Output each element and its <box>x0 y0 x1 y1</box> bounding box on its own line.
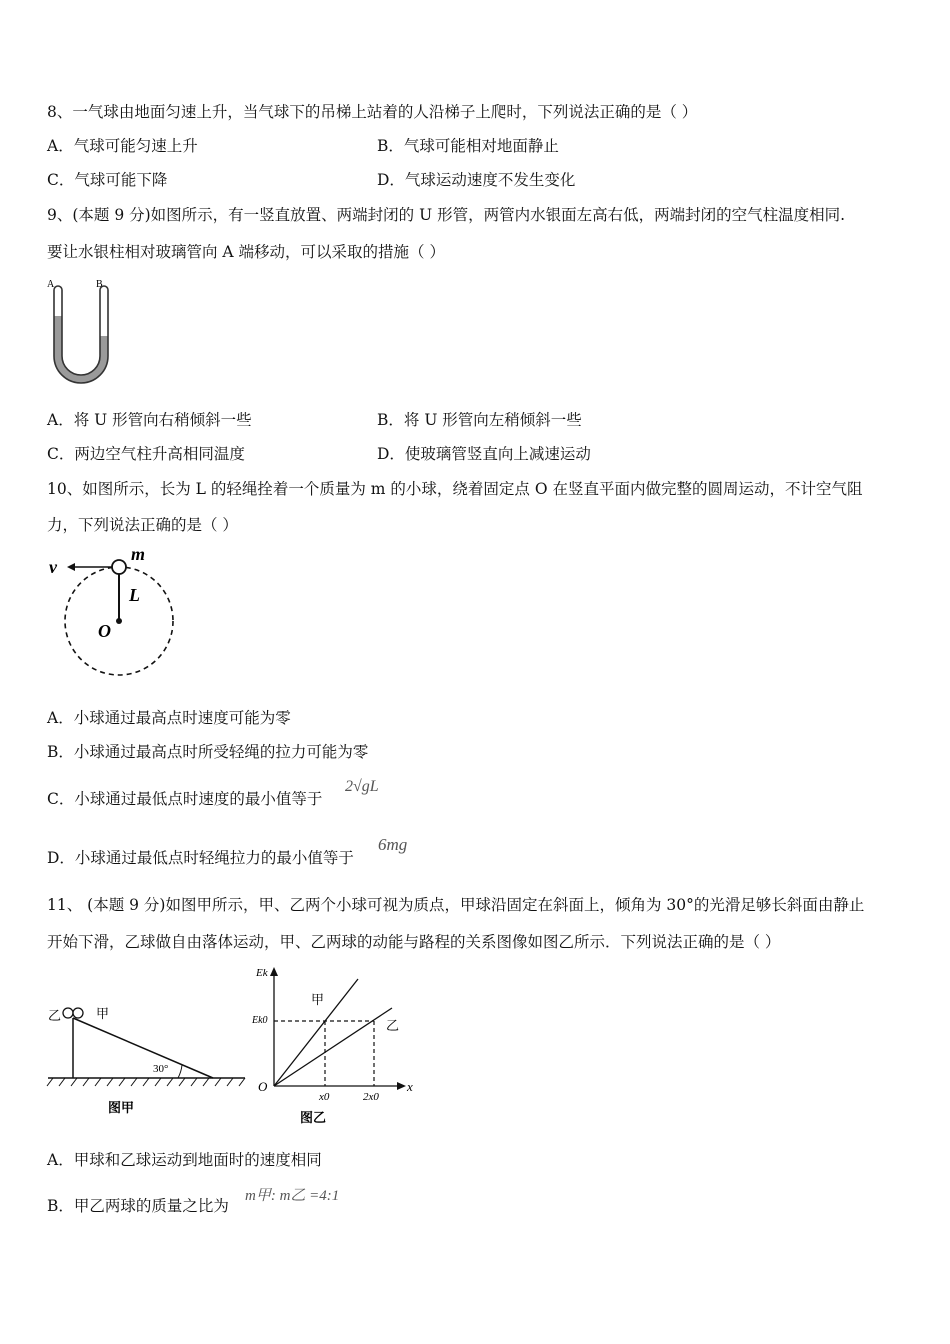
label-jia: 甲 <box>96 1006 110 1021</box>
q8-option-a: A．气球可能匀速上升 <box>47 137 198 155</box>
q10-option-b: B．小球通过最高点时所受轻绳的拉力可能为零 <box>47 743 369 761</box>
q10-option-d: D．小球通过最低点时轻绳拉力的最小值等于 <box>47 849 354 867</box>
velocity-arrowhead <box>67 563 75 571</box>
q9-option-a: A．将 U 形管向右稍倾斜一些 <box>47 411 252 429</box>
q10-stem-line2: 力，下列说法正确的是（ ） <box>47 516 238 534</box>
label-x0: x0 <box>319 1091 330 1103</box>
label-yi: 乙 <box>48 1008 62 1023</box>
label-2x0: 2x0 <box>363 1091 379 1103</box>
line-yi <box>274 1008 392 1086</box>
q10-option-a: A．小球通过最高点时速度可能为零 <box>47 709 291 727</box>
q9-option-d: D．使玻璃管竖直向上减速运动 <box>377 445 591 463</box>
q10-option-c-formula: 2√gL <box>345 778 379 795</box>
label-v: v <box>49 557 57 577</box>
q9-stem-line1: 9、(本题 9 分)如图所示，有一竖直放置、两端封闭的 U 形管，两管内水银面左高右低，两端封闭的空气柱温度相同. <box>47 206 846 224</box>
q11-option-a: A．甲球和乙球运动到地面时的速度相同 <box>47 1151 322 1169</box>
y-axis-arrow <box>270 967 278 976</box>
u-tube-figure <box>44 276 114 386</box>
label-ek0: Ek0 <box>252 1015 268 1026</box>
q8-stem: 8、一气球由地面匀速上升，当气球下的吊梯上站着的人沿梯子上爬时，下列说法正确的是（ ） <box>47 103 698 121</box>
ball-jia <box>73 1008 83 1018</box>
q11-stem-line1: 11、 (本题 9 分)如图甲所示，甲、乙两个小球可视为质点，甲球沿固定在斜面上，倾角为 30°的光滑足够长斜面由静止 <box>47 896 865 914</box>
q8-option-d: D．气球运动速度不发生变化 <box>377 171 576 189</box>
label-angle: 30° <box>153 1063 169 1075</box>
ek-x-graph <box>250 962 425 1130</box>
caption-fig-jia: 图甲 <box>108 1100 135 1115</box>
q10-stem-line1: 10、如图所示，长为 L 的轻绳拴着一个质量为 m 的小球，绕着固定点 O 在竖直平面内做完整的圆周运动，不计空气阻 <box>47 480 863 498</box>
ground-hatching <box>47 1078 245 1086</box>
caption-fig-yi: 图乙 <box>300 1110 327 1125</box>
label-l: L <box>129 585 140 605</box>
q9-option-b: B．将 U 形管向左稍倾斜一些 <box>377 411 582 429</box>
q8-option-b: B．气球可能相对地面静止 <box>377 137 559 155</box>
q11-option-b-formula: m甲: m乙 =4:1 <box>245 1188 340 1204</box>
angle-arc <box>178 1065 182 1078</box>
ball <box>112 560 126 574</box>
x-axis-arrow <box>397 1082 406 1090</box>
q11-stem-line2: 开始下滑，乙球做自由落体运动，甲、乙两球的动能与路程的关系图像如图乙所示．下列说法正确的是（ ） <box>47 933 781 951</box>
q10-option-c: C．小球通过最低点时速度的最小值等于 <box>47 790 323 808</box>
label-o: O <box>98 621 111 641</box>
center-point <box>116 618 122 624</box>
q11-option-b: B．甲乙两球的质量之比为 <box>47 1197 229 1215</box>
label-graph-yi: 乙 <box>386 1018 400 1033</box>
label-graph-jia: 甲 <box>311 992 325 1007</box>
q8-option-c: C．气球可能下降 <box>47 171 168 189</box>
incline-surface <box>73 1018 213 1078</box>
u-tube-label-b: B <box>96 279 103 290</box>
q9-stem-line2: 要让水银柱相对玻璃管向 A 端移动，可以采取的措施（ ） <box>47 243 445 261</box>
q9-option-c: C．两边空气柱升高相同温度 <box>47 445 245 463</box>
label-m: m <box>131 544 146 564</box>
circular-motion-figure <box>45 545 185 675</box>
incline-figure <box>45 995 250 1120</box>
ball-yi <box>63 1008 73 1018</box>
q10-option-d-formula: 6mg <box>378 835 408 854</box>
label-origin: O <box>258 1079 268 1094</box>
label-x: x <box>407 1079 413 1094</box>
u-tube-label-a: A <box>47 279 55 290</box>
label-ek: Ek <box>256 967 268 979</box>
